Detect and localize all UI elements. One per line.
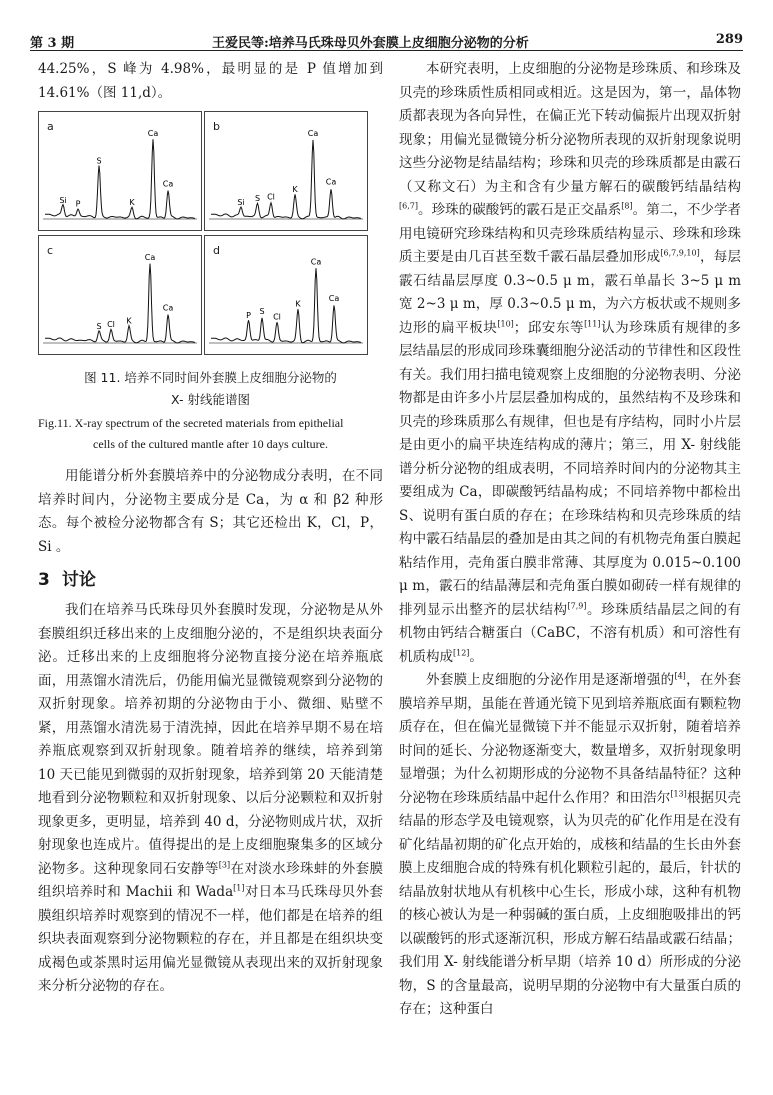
peak-label: K [129,197,135,207]
text-run: 本研究表明，上皮细胞的分泌物是珍珠质、和珍珠及贝壳的珍珠质性质相同或相近。这是因为，第一，晶体物质都表现为各向异性，在偏正光下转动偏振片出现双折射现象；用偏光显微镜分析分泌物所表现的双折射现象说明这些分泌物是结晶结构；珍珠和贝壳的珍珠质都是由霰石（又称文石）为主和含有少量方解石的碳酸钙结晶结构 [399,61,741,195]
spectrum-panel-d [204,235,368,355]
peak-label: S [254,194,261,204]
peak-label: Ca [307,128,319,138]
figure-caption-en [38,413,383,455]
right-column [399,58,741,1022]
peak-label: Si [237,197,245,207]
caption-cn-line2: X- 射线能谱图 [171,392,250,407]
peak-label: S [96,156,102,166]
spectrum-trace [211,140,361,219]
panel-label: c [47,244,54,257]
intro-paragraph: 44.25%，S 峰为 4.98%，最明显的是 P 值增加到14.61%（图 11,d）。 [38,61,383,101]
spectrum-panel-a [38,111,202,231]
peak-label: Cl [267,192,275,202]
citation: [3] [218,860,231,869]
results-discussion-paragraph [399,58,741,669]
peak-label: S [259,307,265,317]
running-header [30,30,743,50]
peak-label: Ca [147,128,159,138]
text-run: 认为珍珠质有规律的多层结晶层的形成同珍珠囊细胞分泌活动的节律性和区段性有关。我们用扫描电镜观察上皮细胞的分泌物表明、分泌物都是由许多小片层层叠加构成的，虽然结构不及珍珠和贝壳的珍珠质那么有规律，但也是有序结构，同时小片层是由更小的扁平块连结构成的薄片；第三，用 X- 射线能谱分析分泌物的组成表明，不同培养时间内的分泌物其主要组成为 Ca，即碳酸钙结晶构成；不同培养物中都检出 S、说明有蛋白质的存在；在珍珠结构和贝壳珍珠质的结构中霰石结晶层的叠加是由其之间的有机物壳角蛋白膜起粘结作用，壳角蛋白膜非常薄、其厚度为 0.015~0.100 μ m，霰石的结晶薄层和壳角蛋白膜如砌砖一样有规律的排列显示出整齐的层状结构 [399,319,742,618]
text-run: ，每层霰石结晶层厚度 0.3~0.5 μ m，霰石单晶长 3~5 μ m 宽 2~3 μ m，厚 0.3~0.5 μ m，为六方板状或不规则多边形的扁平板块 [399,249,742,336]
secretion-enhancement-paragraph [399,669,741,1022]
citation: [7,9] [567,601,587,610]
citation: [12] [453,648,470,657]
peak-label: Ca [328,294,340,304]
text-run: 。珍珠质结晶层之间的有机物由钙结合糖蛋白（CaBC，不溶有机质）和可溶性有机质构成 [399,601,742,665]
spectrum-panel-b [204,111,368,231]
text-run: 。第二，不少学者用电镜研究珍珠结构和贝壳珍珠质结构显示、珍珠和珍珠质主要是由几百甚至数千霰石晶层叠加形成 [399,202,742,265]
peak-label: Ca [144,252,156,262]
citation: [10] [497,319,514,328]
peak-label: K [126,316,132,326]
peak-label: P [75,199,81,209]
panel-label: a [47,120,54,133]
citation: [4] [674,671,686,681]
citation: [8] [621,201,633,211]
citation: [13] [670,789,687,798]
header-rule [30,50,743,51]
peak-label: Cl [273,312,281,322]
text-run: 对日本马氏珠母贝外套膜组织培养时观察到的情况不一样，他们都是在培养的组织块表面观察到分泌物颗粒的存在，并且都是在组织块变成褐色或茶黑时运用偏光显微镜从表现出来的双折射现象来分析分泌物的存在。 [38,884,384,994]
text-run: 。 [469,648,483,665]
peak-label: K [295,299,301,309]
citation: [6,7] [399,201,418,211]
peak-label: Ca [162,179,174,189]
peak-label: Ca [310,257,322,267]
text-run: ；邱安东等 [513,319,585,336]
panel-label: b [213,120,220,133]
text-run: 我们在培养马氏珠母贝外套膜时发现，分泌物是从外套膜组织迁移出来的上皮细胞分泌的，不是组织块表面分泌。迁移出来的上皮细胞将分泌物直接分泌在培养瓶底面，用蒸馏水清洗后，仍能用偏光显微镜观察到分泌物的双折射现象。培养初期的分泌物由于小、微细、贴壁不紧，用蒸馏水清洗易于清洗掉，因此在培养早期不易在培养瓶底观察到双折射现象。随着培养的继续，培养到第 10 天已能见到微弱的双折射现象，培养到第 20 天能清楚地看到分泌物颗粒和双折射现象、以后分泌颗粒和双折射现象更多，更明显，培养到 40 d，分泌物则成片状，双折射现象也连成片。值得提出的是上皮细胞聚集多的区域分泌物多。这种现象同石安静等 [38,602,383,877]
section-number: 3 [38,570,50,590]
energy-analysis-paragraph: 用能谱分析外套膜培养中的分泌物成分表明，在不同培养时间内，分泌物主要成分是 Ca，为 α 和 β2 种形态。每个被检分泌物都含有 S；其它还检出 K，Cl，P，Si 。 [38,468,383,555]
section-title: 讨论 [61,570,96,590]
text-run: ，在外套膜培养早期，虽能在普通光镜下见到培养瓶底面有颗粒物质存在，但在偏光显微镜下并不能显示双折射，随着培养时间的延长、分泌物逐渐变大，数量增多，双折射现象明显增强；为什么初期形成的分泌物不具备结晶特征？这种分泌物在珍珠质结晶中起什么作用？和田浩尔 [399,672,742,806]
panel-label: d [213,244,220,257]
peak-label: Cl [107,320,115,329]
text-run: 外套膜上皮细胞的分泌作用是逐渐增强的 [426,672,675,688]
issue-number: 第 3 期 [30,36,75,51]
peak-label: Si [59,196,67,205]
spectrum-panel-c [38,235,202,355]
spectrum-trace [211,268,361,343]
eds-spectrum-figure [38,111,368,361]
section-heading [38,567,383,593]
text-run: 在对淡水珍珠蚌的外套膜组织培养时和 Machii 和 Wada [38,860,384,900]
left-column [38,58,383,999]
text-run: 。珍珠的碳酸钙的霰石是正交晶系 [417,202,622,218]
page-number: 289 [715,32,743,47]
citation: [1] [233,883,245,893]
peak-label: K [292,184,298,194]
citation: [11] [584,319,601,328]
peak-label: S [96,321,102,331]
discussion-paragraph-1 [38,599,383,999]
caption-en-line2: cells of the cultured mantle after 10 days culture. [93,437,328,451]
caption-cn-line1: 图 11. 培养不同时间外套膜上皮细胞分泌物的 [84,370,337,385]
peak-label: Ca [325,177,337,187]
caption-en-line1: Fig.11. X-ray spectrum of the secreted materials from epithelial [38,416,344,430]
citation: [6,7,9,10] [660,248,700,258]
peak-label: P [246,310,251,320]
peak-label: Ca [162,303,174,313]
figure-caption-cn [38,367,383,411]
running-title: 王爱民等:培养马氏珠母贝外套膜上皮细胞分泌物的分析 [212,36,529,51]
text-run: 根据贝壳结晶的形态学及电镜观察，认为贝壳的矿化作用是在没有矿化结晶初期的矿化点开始的，成核和结晶的生长由外套膜上皮细胞合成的特殊有机化颗粒引起的，最后，针状的结晶放射状地从有机核中心生长，形成小球，这种有机物的核心被认为是一种弱碱的蛋白质，上皮细胞吸排出的钙以碳酸钙的形式逐渐沉积，形成方解石结晶或霰石结晶；我们用 X- 射线能谱分析早期（培养 10 d）所形成的分泌物，S 的含量最高，说明早期的分泌物中有大量蛋白质的存在；这种蛋白 [399,789,742,1017]
